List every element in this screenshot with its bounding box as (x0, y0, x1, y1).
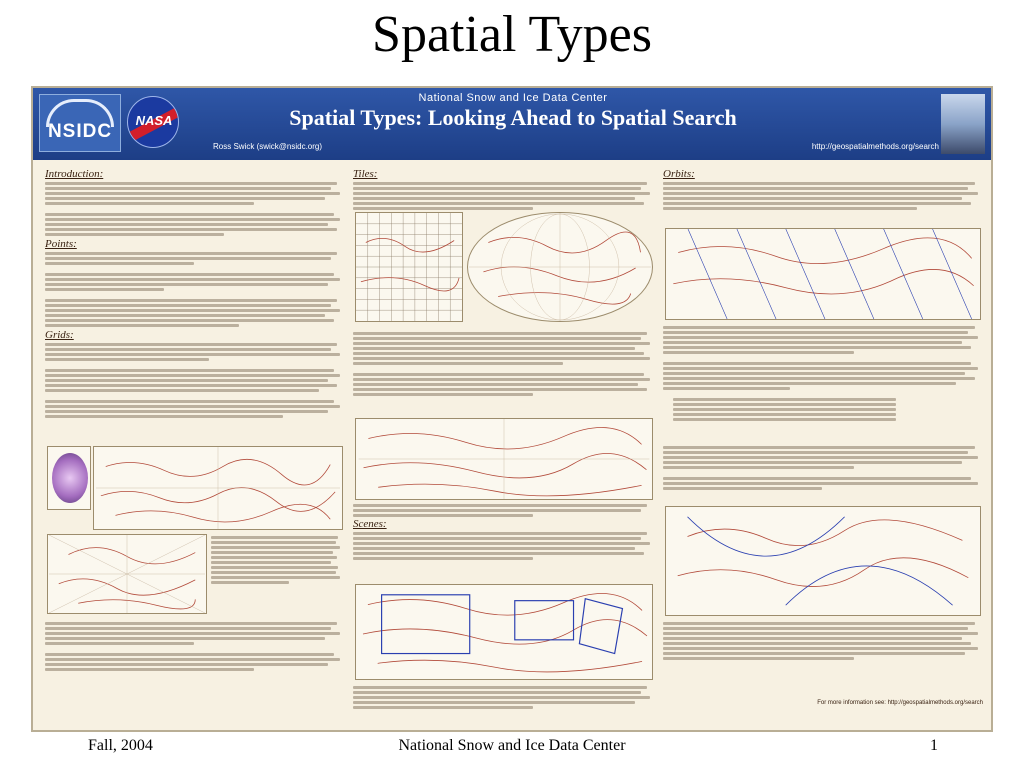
more-info: For more information see: http://geospatialmethods.org/search (817, 700, 983, 706)
tiles-figure-world (467, 212, 653, 322)
poster-url: http://geospatialmethods.org/search (811, 142, 939, 151)
poster (31, 86, 993, 732)
section-points: Points: (45, 238, 77, 250)
banner-photo (941, 94, 985, 154)
scenes-figure (355, 584, 653, 680)
footer-date: Fall, 2004 (88, 737, 153, 754)
orbits-figure-map (665, 228, 981, 320)
section-orbits: Orbits: (663, 168, 695, 180)
grid-figure-polar (47, 446, 91, 510)
grid-figure-map (93, 446, 343, 530)
slide-footer (0, 737, 1024, 761)
footer-org: National Snow and Ice Data Center (398, 737, 626, 754)
slide-title: Spatial Types (372, 6, 652, 63)
nsidc-logo: NSIDC (39, 94, 121, 152)
section-tiles: Tiles: (353, 168, 378, 180)
section-introduction: Introduction: (45, 168, 104, 180)
poster-author: Ross Swick (swick@nsidc.org) (213, 142, 323, 151)
tiles-figure-grid (355, 212, 463, 322)
poster-org: National Snow and Ice Data Center (418, 92, 608, 104)
nasa-logo: NASA (127, 96, 179, 148)
orbits-figure-polar (665, 506, 981, 616)
section-scenes: Scenes: (353, 518, 387, 530)
poster-title: Spatial Types: Looking Ahead to Spatial Search (289, 105, 737, 130)
footer-page-number: 1 (930, 737, 938, 754)
grid-figure-polar-map (47, 534, 207, 614)
tiles-figure-map (355, 418, 653, 500)
section-grids: Grids: (45, 329, 74, 341)
poster-banner (33, 88, 991, 160)
